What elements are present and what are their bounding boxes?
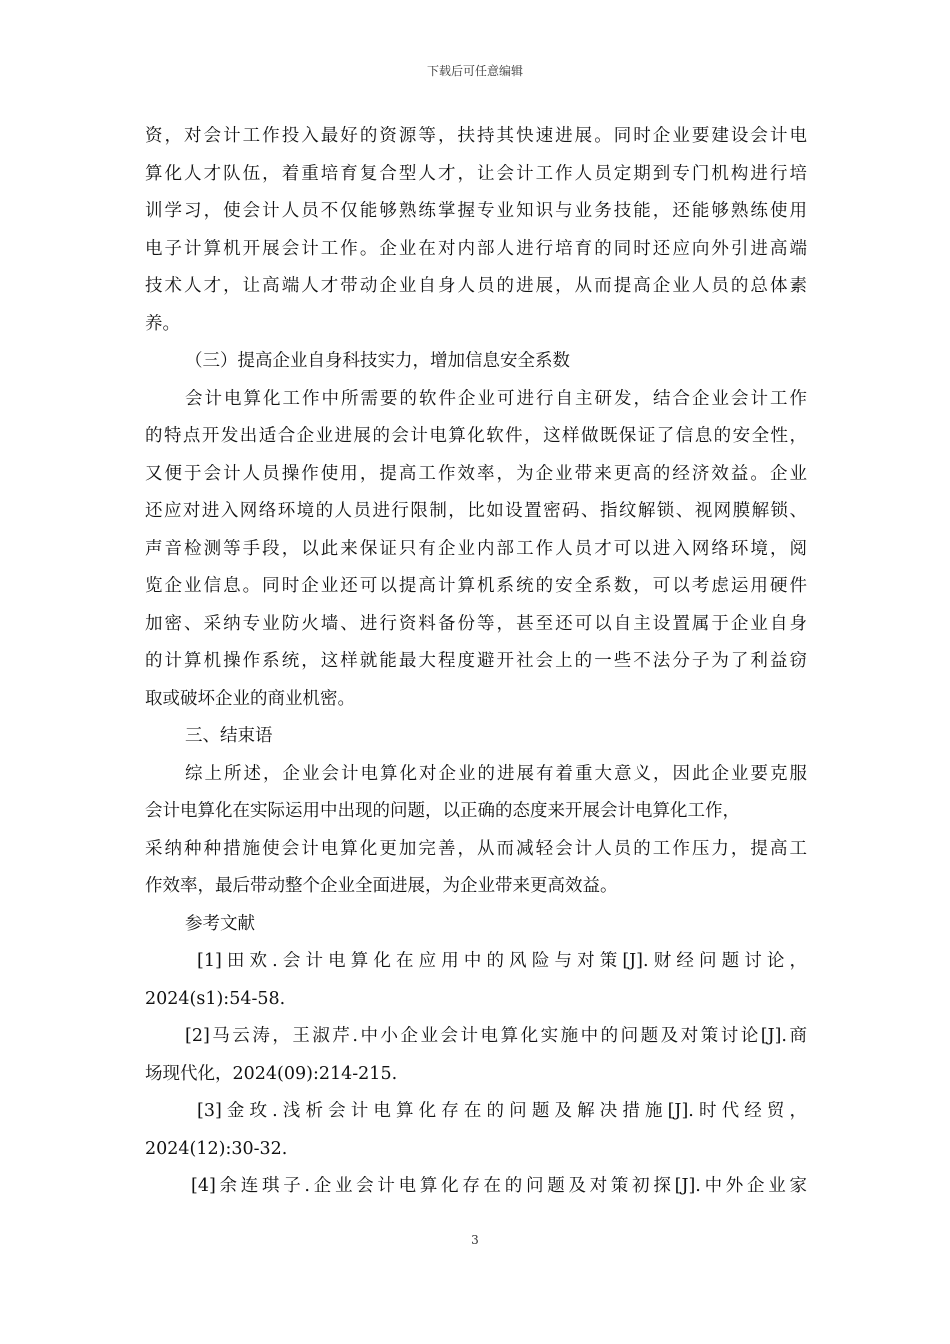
text-line: 2024(s1):54-58.: [145, 988, 286, 1009]
text-line: 加密、采纳专业防火墙、进行资料备份等，甚至还可以自主设置属于企业自身: [145, 613, 807, 634]
text-line: 电子计算机开展会计工作。企业在对内部人进行培育的同时还应向外引进高端: [145, 238, 807, 259]
text-line: 2024(12):30-32.: [145, 1138, 288, 1159]
text-line: 会计电算化工作中所需要的软件企业可进行自主研发，结合企业会计工作: [185, 388, 807, 409]
text-line: 作效率，最后带动整个企业全面进展，为企业带来更高效益。: [145, 876, 618, 896]
text-line: 场现代化，2024(09):214-215.: [145, 1063, 398, 1084]
text-line: 的特点开发出适合企业进展的会计电算化软件，这样做既保证了信息的安全性，: [145, 426, 807, 446]
text-line: 技术人才，让高端人才带动企业自身人员的进展，从而提高企业人员的总体素: [145, 276, 807, 296]
text-line: 会计电算化在实际运用中出现的问题，以正确的态度来开展会计电算化工作，: [145, 801, 740, 821]
text-line: [4]余连琪子.企业会计电算化存在的问题及对策初探[J].中外企业家: [191, 1176, 807, 1196]
page-number: 3: [471, 1233, 479, 1247]
text-line: 声音检测等手段，以此来保证只有企业内部工作人员才可以进入网络环境，阅: [145, 538, 807, 559]
text-line: 资，对会计工作投入最好的资源等，扶持其快速进展。同时企业要建设会计电: [145, 126, 807, 146]
text-line: [2]马云涛，王淑芹.中小企业会计电算化实施中的问题及对策讨论[J].商: [185, 1026, 807, 1046]
text-line: 三、结束语: [185, 726, 273, 746]
text-line: 还应对进入网络环境的人员进行限制，比如设置密码、指纹解锁、视网膜解锁、: [145, 501, 807, 521]
page-header: 下载后可任意编辑: [426, 64, 523, 78]
text-line: 览企业信息。同时企业还可以提高计算机系统的安全系数，可以考虑运用硬件: [145, 576, 807, 596]
text-line: 的计算机操作系统，这样就能最大程度避开社会上的一些不法分子为了利益窃: [145, 651, 807, 671]
text-line: 取或破坏企业的商业机密。: [145, 688, 355, 709]
text-line: 采纳种种措施使会计电算化更加完善，从而减轻会计人员的工作压力，提高工: [145, 838, 807, 859]
text-line: [1]田欢.会计电算化在应用中的风险与对策[J].财经问题讨论，: [197, 951, 807, 971]
text-line: 又便于会计人员操作使用，提高工作效率，为企业带来更高的经济效益。企业: [145, 463, 807, 484]
text-line: 算化人才队伍，着重培育复合型人才，让会计工作人员定期到专门机构进行培: [145, 163, 807, 184]
text-line: [3]金玫.浅析会计电算化存在的问题及解决措施[J].时代经贸，: [197, 1101, 807, 1121]
text-line: 养。: [145, 313, 180, 334]
text-line: （三）提高企业自身科技实力，增加信息安全系数: [185, 351, 570, 371]
text-line: 综上所述，企业会计电算化对企业的进展有着重大意义，因此企业要克服: [185, 763, 807, 784]
text-line: 训学习，使会计人员不仅能够熟练掌握专业知识与业务技能，还能够熟练使用: [145, 201, 807, 221]
document-body: [145, 118, 807, 1206]
text-line: 参考文献: [185, 913, 255, 934]
